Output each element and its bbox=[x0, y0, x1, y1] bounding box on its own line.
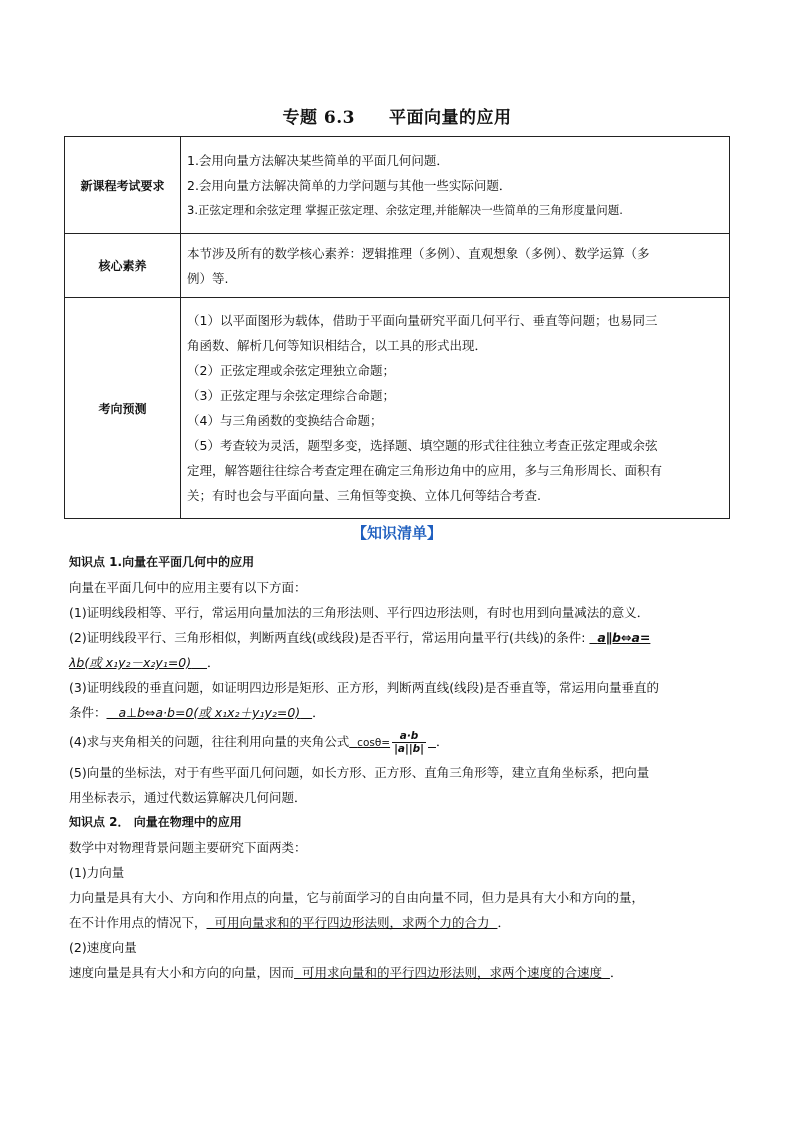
fill-blank bbox=[107, 705, 313, 720]
fill-blank bbox=[69, 655, 207, 670]
requirements-table bbox=[64, 136, 730, 519]
text-span: (2)证明线段平行、三角形相似，判断两直线(或线段)是否平行，常运用向量平行(共线)的条件: bbox=[69, 630, 586, 645]
paragraph: (2)速度向量 bbox=[69, 940, 137, 955]
fraction-denominator: |a||b| bbox=[394, 743, 425, 755]
formula-cos: cosθ= bbox=[357, 737, 391, 749]
table-row bbox=[65, 298, 730, 519]
text-span: 在不计作用点的情况下， bbox=[69, 915, 207, 930]
fraction-numerator: a·b bbox=[392, 730, 426, 743]
text-line: 1.会用向量方法解决某些简单的平面几何问题． bbox=[187, 152, 449, 168]
blank-answer: 可用向量求和的平行四边形法则，求两个力的合力 bbox=[214, 915, 490, 930]
text-line: （1）以平面图形为载体，借助于平面向量研究平面几何平行、垂直等问题；也易同三 bbox=[187, 313, 658, 328]
text-line: 定理，解答题往往综合考查定理在确定三角形边角中的应用，多与三角形周长、面积有 bbox=[187, 463, 663, 478]
content-body bbox=[69, 550, 729, 985]
row-content bbox=[181, 298, 730, 519]
text-line: 2.会用向量方法解决简单的力学问题与其他一些实际问题． bbox=[187, 177, 512, 193]
text-line: （4）与三角函数的变换结合命题； bbox=[187, 413, 383, 428]
fill-blank bbox=[589, 630, 650, 645]
title-text: 平面向量的应用 bbox=[389, 108, 512, 128]
blank-answer: λb(或 x₁y₂－x₂y₁=0) bbox=[69, 655, 192, 670]
text-span: (4)求与夹角相关的问题，往往利用向量的夹角公式 bbox=[69, 734, 350, 749]
text-line: （5）考查较为灵活，题型多变，选择题、填空题的形式往往独立考查正弦定理或余弦 bbox=[187, 438, 658, 453]
knowledge-point-title: 知识点 1.向量在平面几何中的应用 bbox=[69, 555, 255, 569]
text-line: 角函数、解析几何等知识相结合，以工具的形式出现． bbox=[187, 338, 488, 353]
paragraph: 力向量是具有大小、方向和作用点的向量，它与前面学习的自由向量不同，但力是具有大小和方向的量， bbox=[69, 890, 645, 905]
paragraph: 在不计作用点的情况下， 可用向量求和的平行四边形法则，求两个力的合力 ． bbox=[69, 915, 510, 930]
text-span: 速度向量是具有大小和方向的向量，因而 bbox=[69, 965, 295, 980]
fill-blank bbox=[294, 965, 610, 980]
text-line: （2）正弦定理或余弦定理独立命题； bbox=[187, 363, 395, 378]
fill-blank bbox=[349, 730, 436, 755]
knowledge-point-title: 知识点 2． 向量在物理中的应用 bbox=[69, 815, 242, 829]
page-title bbox=[0, 103, 794, 128]
text-line: 3.正弦定理和余弦定理 掌握正弦定理、余弦定理,并能解决一些简单的三角形度量问题. bbox=[187, 202, 623, 217]
text-line: （3）正弦定理与余弦定理综合命题； bbox=[187, 388, 395, 403]
row-header: 核心素养 bbox=[65, 234, 181, 298]
fraction bbox=[392, 730, 426, 755]
fill-blank bbox=[207, 915, 498, 930]
table-row bbox=[65, 137, 730, 234]
paragraph: (3)证明线段的垂直问题，如证明四边形是矩形、正方形，判断两直线(线段)是否垂直等，常运用向量垂直的 bbox=[69, 680, 659, 695]
paragraph: λb(或 x₁y₂－x₂y₁=0) ． bbox=[69, 655, 220, 670]
blank-answer: a∥b⇔a= bbox=[597, 630, 651, 645]
paragraph: (1)证明线段相等、平行，常运用向量加法的三角形法则、平行四边形法则，有时也用到向量减法的意义． bbox=[69, 605, 650, 620]
paragraph: (4)求与夹角相关的问题，往往利用向量的夹角公式 cosθ= $\frac{a\cdot b}{|a||b|}$ ． bbox=[69, 730, 449, 755]
row-content bbox=[181, 234, 730, 298]
row-header: 新课程考试要求 bbox=[65, 137, 181, 234]
blank-answer: a⊥b⇔a·b=0(或 x₁x₂＋y₁y₂=0) bbox=[118, 705, 301, 720]
title-prefix: 专题 6.3 bbox=[282, 108, 355, 128]
paragraph: (1)力向量 bbox=[69, 865, 125, 880]
paragraph: 数学中对物理背景问题主要研究下面两类： bbox=[69, 840, 307, 855]
blank-answer: 可用求向量和的平行四边形法则，求两个速度的合速度 bbox=[301, 965, 602, 980]
paragraph: 速度向量是具有大小和方向的向量，因而 可用求向量和的平行四边形法则，求两个速度的合速度 ． bbox=[69, 965, 623, 980]
paragraph: 用坐标表示，通过代数运算解决几何问题． bbox=[69, 790, 307, 805]
text-span: 条件： bbox=[69, 705, 107, 720]
text-line: 例）等. bbox=[187, 270, 229, 286]
paragraph: (5)向量的坐标法，对于有些平面几何问题，如长方形、正方形、直角三角形等，建立直角坐标系，把向量 bbox=[69, 765, 650, 780]
table-row bbox=[65, 234, 730, 298]
paragraph bbox=[69, 625, 729, 650]
row-content bbox=[181, 137, 730, 234]
paragraph: 向量在平面几何中的应用主要有以下方面： bbox=[69, 580, 307, 595]
text-line: 本节涉及所有的数学核心素养：逻辑推理（多例）、直观想象（多例）、数学运算（多 bbox=[187, 245, 650, 261]
text-line: 关；有时也会与平面向量、三角恒等变换、立体几何等结合考查. bbox=[187, 488, 541, 503]
row-header: 考向预测 bbox=[65, 298, 181, 519]
paragraph: 条件： a⊥b⇔a·b=0(或 x₁x₂＋y₁y₂=0) ． bbox=[69, 705, 325, 720]
section-title: 【知识清单】 bbox=[351, 524, 442, 542]
